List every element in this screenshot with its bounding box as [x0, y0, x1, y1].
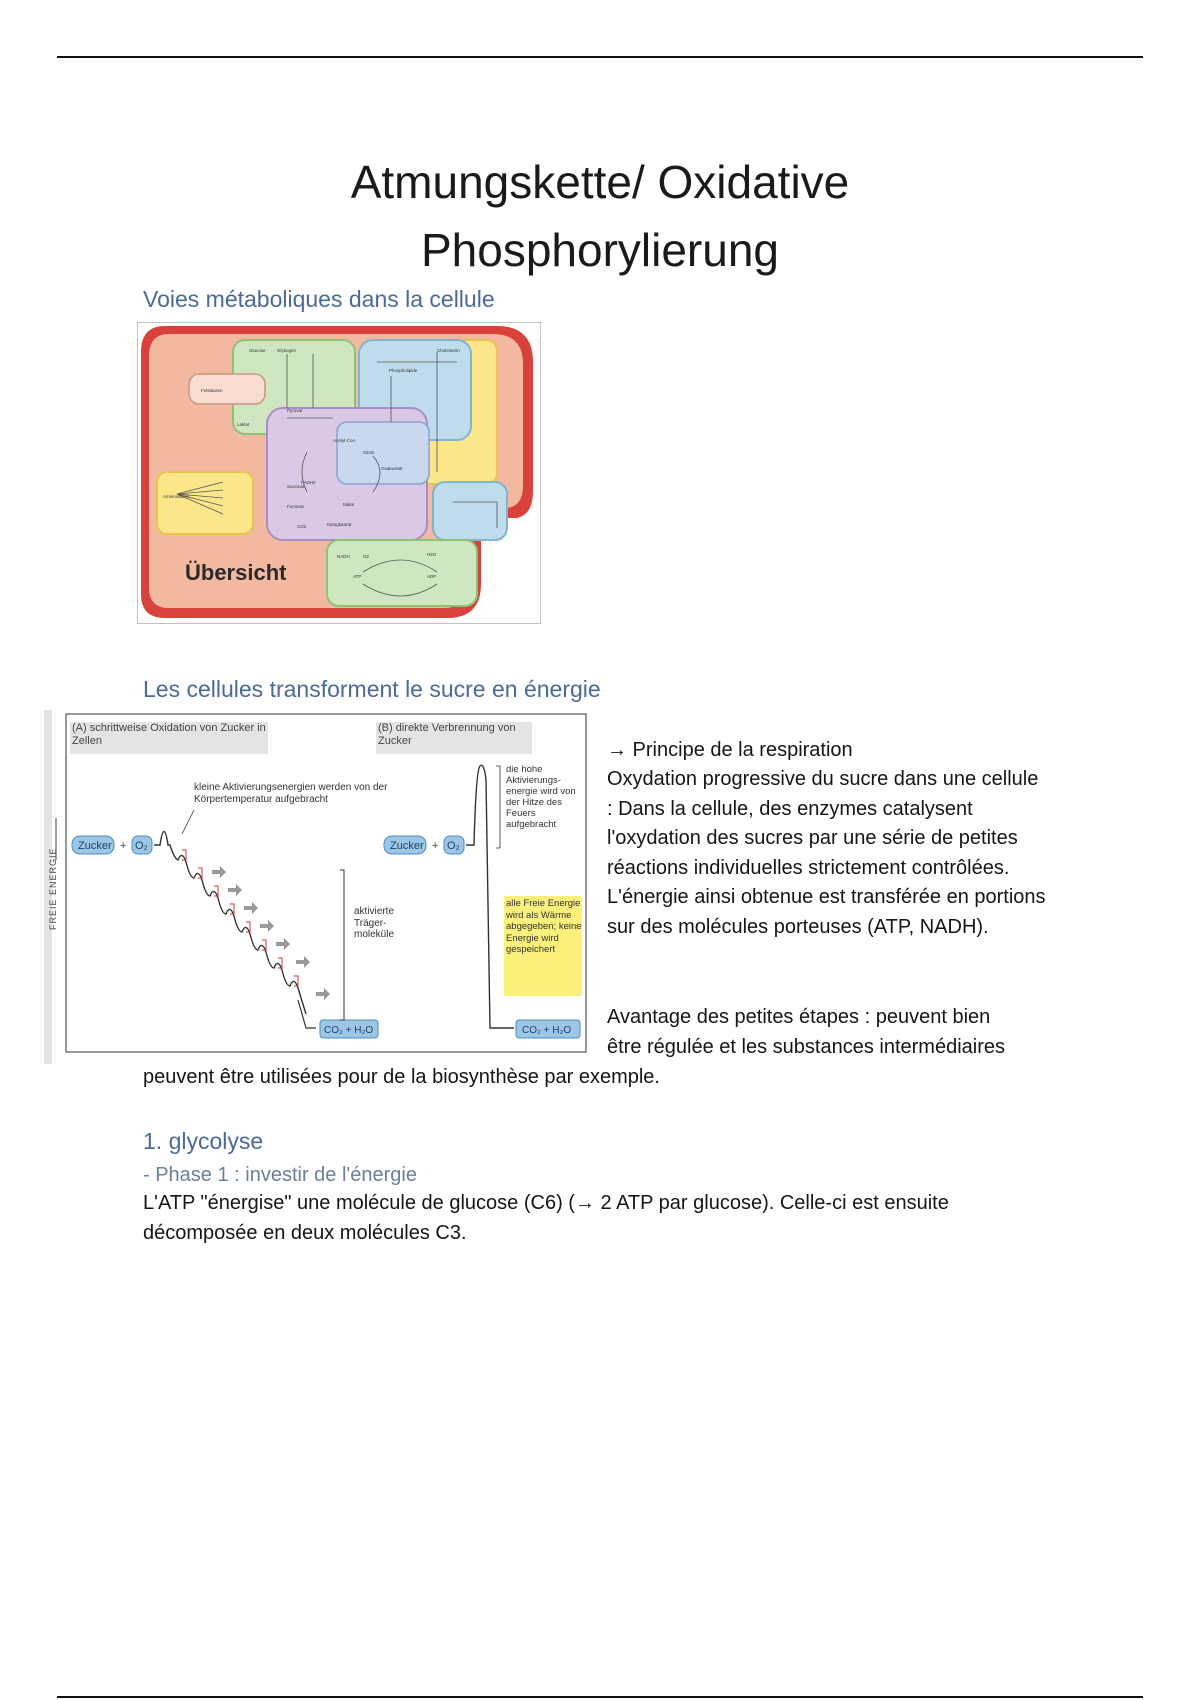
section3-subheading: - Phase 1 : investir de l'énergie [143, 1164, 417, 1186]
fig-label: Glucose [249, 348, 266, 353]
fig-label: Cholesterin [437, 348, 460, 353]
principle-text: Oxydation progressive du sucre dans une cellule : Dans la cellule, des enzymes catalysent l'oxydation des sucres par une série de petites réactions individuelles strictement contrôlées. L'énergie ainsi obtenue est transférée en portions sur des molécules porteuses (ATP, NADH). [607, 768, 1046, 938]
fig-label: CO2 [297, 524, 307, 529]
note-activation-high: die hohe Aktivierungs-energie wird von der Hitze des Feuers aufgebracht [506, 764, 576, 830]
panel-a-o2: O₂ [135, 840, 148, 852]
fig-label: Acetyl-CoA [333, 438, 356, 443]
fig-label: Fumarat [287, 504, 304, 509]
fig-label: Oxalacetat [381, 466, 403, 471]
fig-label: ADP [427, 574, 437, 579]
fig-label: Glykogen [277, 348, 297, 353]
fig-label: ATP [353, 574, 362, 579]
note-carrier-molecules: aktivierte Träger-moleküle [354, 906, 395, 940]
mitochondria-region [337, 422, 429, 484]
fig-label: H2O [427, 552, 437, 557]
note-activation-small: kleine Aktivierungsenergien werden von der Körpertemperatur aufgebracht [194, 782, 388, 805]
fig-label: Laktat [237, 422, 250, 427]
bottom-rule [57, 1696, 1143, 1698]
panel-b-plus: + [432, 840, 439, 852]
top-rule [57, 56, 1143, 58]
panel-b-end-label: CO₂ + H₂O [522, 1025, 572, 1036]
section2-heading: Les cellules transforment le sucre en énergie [143, 676, 601, 702]
fig-label: Malat [343, 502, 355, 507]
page-title [0, 148, 1200, 284]
fig-label: FADH2 [301, 480, 316, 485]
energy-diagram-figure [44, 710, 592, 1064]
principle-title: → Principe de la respiration [607, 739, 853, 761]
panel-b-start-label: Zucker [390, 840, 424, 852]
fig-label: Pyruvat [287, 408, 303, 413]
advantage-line1: Avantage des petites étapes : peuvent bien [607, 1006, 991, 1028]
fig-label: Ketoglutarat [327, 522, 352, 527]
fig-label: NADH [337, 554, 350, 559]
fig-label: Phospholipide [389, 368, 418, 373]
panel-a-plus: + [120, 840, 127, 852]
panel-a-start-label: Zucker [78, 840, 112, 852]
section3-text: L'ATP "énergise" une molécule de glucose (C6) (→ 2 ATP par glucose). Celle-ci est ensuite décomposée en deux molécules C3. [143, 1192, 949, 1244]
amino-acid-region [433, 482, 507, 540]
section1-heading: Voies métaboliques dans la cellule [143, 286, 495, 312]
advantage-line2: être régulée et les substances intermédiaires [607, 1036, 1005, 1058]
page-title-line1: Atmungskette/ Oxidative [350, 156, 850, 208]
advantage-line3: peuvent être utilisées pour de la biosynthèse par exemple. [143, 1066, 660, 1088]
panel-b-o2: O₂ [447, 840, 460, 852]
note-heat: alle Freie Energie wird als Wärme abgegeben; keine Energie wird gespeichert [506, 898, 582, 955]
fig-label: Succinat [287, 484, 305, 489]
panel-b-title: (B) direkte Verbrennung von Zucker [378, 722, 516, 747]
fig-label: Citrat [363, 450, 374, 455]
page-title-line2: Phosphorylierung [420, 224, 779, 276]
fig-label: Aminosäuren [163, 494, 190, 499]
protein-region [157, 472, 253, 534]
panel-a-title: (A) schrittweise Oxidation von Zucker in Zellen [72, 722, 266, 747]
metabolic-pathways-figure [137, 322, 541, 624]
figure-caption: Übersicht [185, 560, 287, 585]
fig-label: Fettsäuren [201, 388, 223, 393]
y-axis-label: FREIE ENERGIE [48, 847, 58, 930]
section3-heading: 1. glycolyse [143, 1128, 264, 1154]
fig-label: O2 [363, 554, 370, 559]
panel-a-end-label: CO₂ + H₂O [324, 1025, 374, 1036]
